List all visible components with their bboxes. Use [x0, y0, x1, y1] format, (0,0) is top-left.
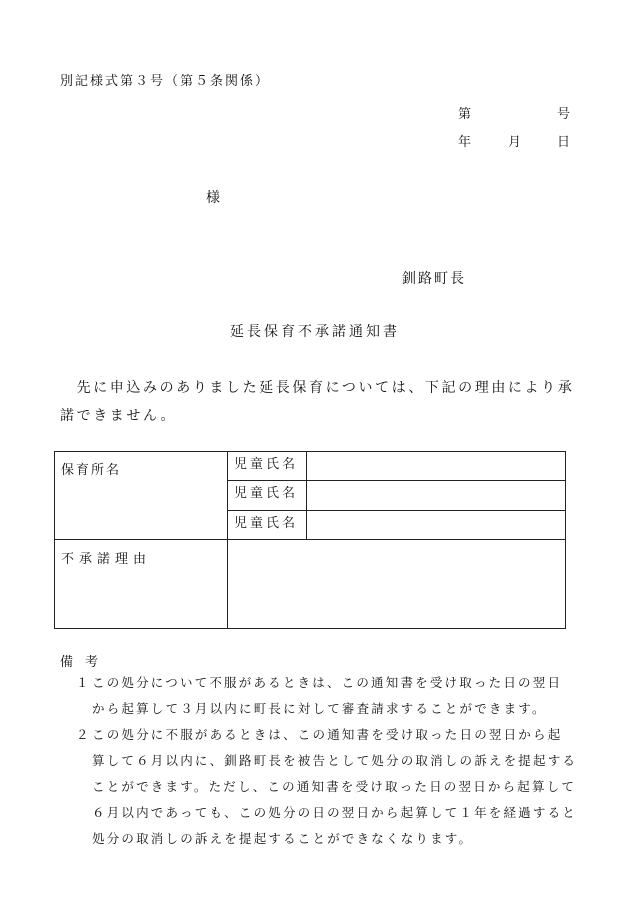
remark-note-line: この処分に不服があるときは、この通知書を受け取った日の翌日から起: [92, 727, 563, 742]
nursery-name-label: 保育所名: [61, 463, 122, 478]
remarks-notes: [60, 670, 580, 852]
remark-note-number: １: [76, 675, 91, 690]
form-number-label: 別記様式第３号（第５条関係）: [60, 74, 271, 89]
child-name-label-cell: [228, 510, 307, 539]
body-text: [60, 374, 580, 430]
date-year-label: 年: [458, 135, 472, 150]
child-name-field[interactable]: [307, 452, 566, 481]
date-day-label: 日: [556, 135, 570, 150]
child-name-field[interactable]: [307, 481, 566, 510]
remark-note-line: この処分について不服があるときは、この通知書を受け取った日の翌日: [92, 675, 563, 690]
date-month-label: 月: [508, 135, 522, 150]
refusal-reason-label-cell: [55, 540, 228, 629]
table-row: [55, 540, 566, 629]
remark-note-line: ６月以内であっても、この処分の日の翌日から起算して１年を経過すると: [92, 805, 577, 820]
child-name-label: 児童氏名: [234, 515, 299, 531]
nursery-name-label-cell: [55, 452, 228, 540]
child-name-label-cell: [228, 481, 307, 510]
refusal-reason-field[interactable]: [228, 540, 566, 629]
remark-note-line: ことができます。ただし、この通知書を受け取った日の翌日から起算して: [92, 779, 577, 794]
remark-note-number: ２: [76, 727, 91, 742]
refusal-reason-label: 不承諾理由: [61, 552, 152, 567]
child-name-label: 児童氏名: [234, 457, 299, 472]
remarks-heading: 備考: [60, 655, 111, 670]
body-line: 諾できません。: [60, 408, 178, 424]
remark-note-line: 処分の取消しの訴えを提起することができなくなります。: [92, 831, 474, 846]
remark-note: [60, 722, 580, 852]
body-line: 先に申込みのありました延長保育については、下記の理由により承: [60, 380, 575, 396]
child-name-label: 児童氏名: [234, 486, 299, 502]
issuer-name: 釧路町長: [402, 271, 466, 287]
table-row: [55, 452, 566, 481]
remark-note-line: から起算して３月以内に町長に対して審査請求することができます。: [92, 701, 547, 716]
document-title: 延長保育不承諾通知書: [230, 324, 400, 340]
remark-note-line: 算して６月以内に、釧路町長を被告として処分の取消しの訴えを提起する: [92, 753, 578, 768]
child-name-field[interactable]: [307, 510, 566, 539]
document-number-suffix: 号: [556, 107, 570, 122]
notice-form-table: [54, 451, 566, 629]
addressee-honorific: 様: [206, 190, 220, 206]
child-name-label-cell: [228, 452, 307, 481]
document-number-prefix: 第: [458, 107, 472, 122]
remark-note: [60, 670, 580, 722]
